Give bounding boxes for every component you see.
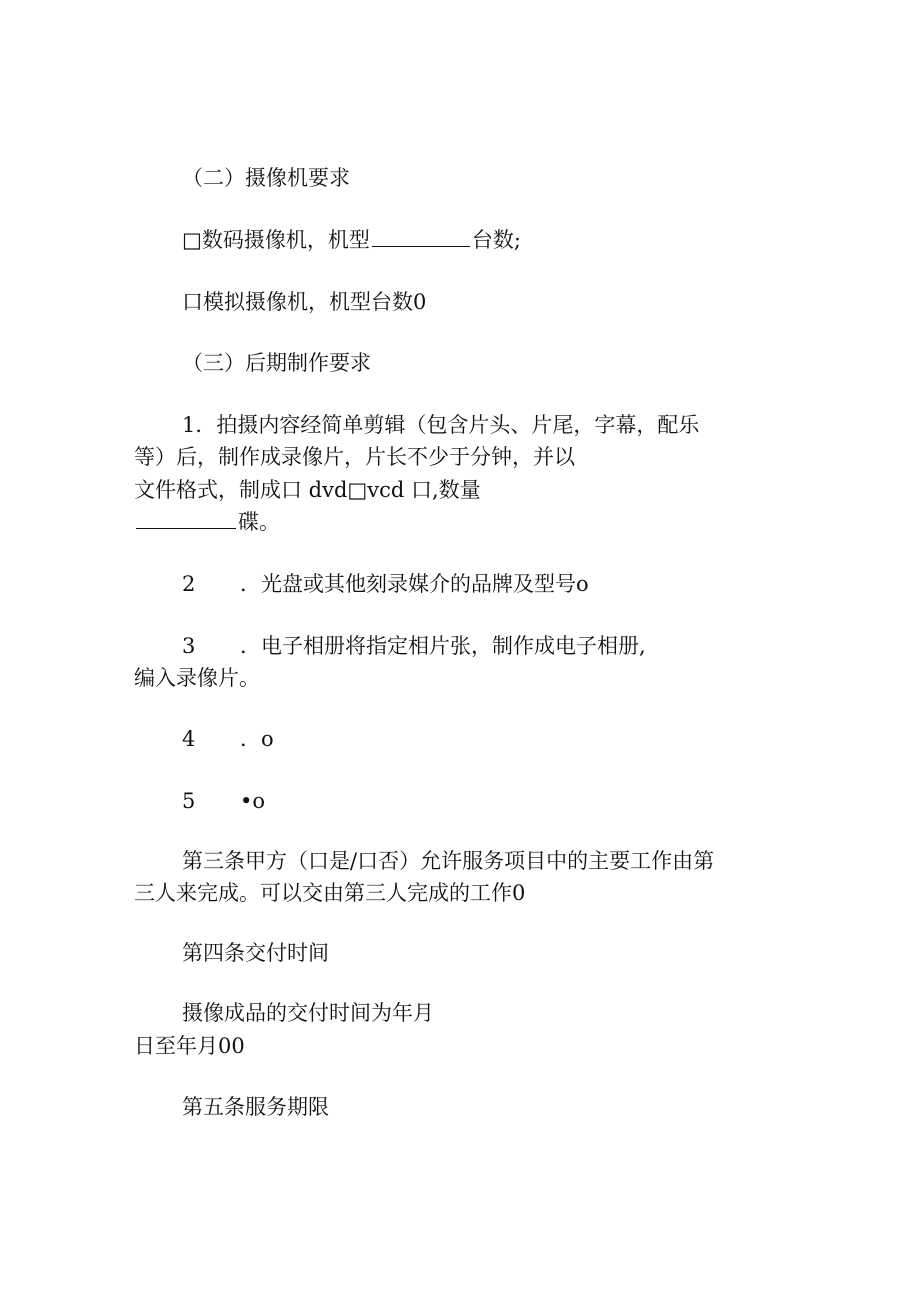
item1-line4 [134, 509, 280, 535]
digital-camera-count-text: 台数; [471, 228, 521, 252]
article4-line2: 日至年月00 [134, 1034, 245, 1058]
item4-line [182, 726, 274, 752]
article3-line2: 三人来完成。可以交由第三人完成的工作0 [134, 881, 526, 905]
article3-line1: 第三条甲方（口是/口否）允许服务项目中的主要工作由第 [182, 849, 715, 873]
item5-text: •o [240, 789, 266, 813]
item1-line3: 文件格式，制成口 dvd□vcd 口,数量 [134, 478, 481, 502]
item2-text: ．光盘或其他刻录媒介的品牌及型号o [240, 572, 589, 596]
item3-line2: 编入录像片。 [134, 666, 260, 690]
article5-heading: 第五条服务期限 [182, 1095, 329, 1119]
item2-line [182, 571, 589, 597]
article4-heading: 第四条交付时间 [182, 941, 329, 965]
item3-line [182, 633, 646, 659]
item1-line1: 1．拍摄内容经简单剪辑（包含片头、片尾，字幕，配乐 [182, 413, 700, 437]
item4-number: 4 [182, 727, 196, 751]
item2-number: 2 [182, 572, 196, 596]
camera-requirements-heading: （二）摄像机要求 [182, 166, 350, 190]
post-production-heading: （三）后期制作要求 [182, 351, 371, 375]
item5-line [182, 788, 265, 814]
article4-line1: 摄像成品的交付时间为年月 [182, 1001, 434, 1025]
quantity-blank [136, 510, 236, 529]
item3-number: 3 [182, 634, 196, 658]
item1-line2: 等）后，制作成录像片，片长不少于分钟，并以 [134, 445, 575, 469]
digital-camera-text: □数码摄像机，机型 [182, 228, 370, 252]
item3-text: ．电子相册将指定相片张，制作成电子相册, [240, 634, 646, 658]
item1-line4-text: 碟。 [238, 510, 280, 534]
model-blank [372, 228, 470, 247]
digital-camera-line [182, 227, 521, 253]
item5-number: 5 [182, 789, 196, 813]
analog-camera-line: 口模拟摄像机，机型台数0 [182, 290, 427, 314]
item4-text: ．o [240, 727, 274, 751]
